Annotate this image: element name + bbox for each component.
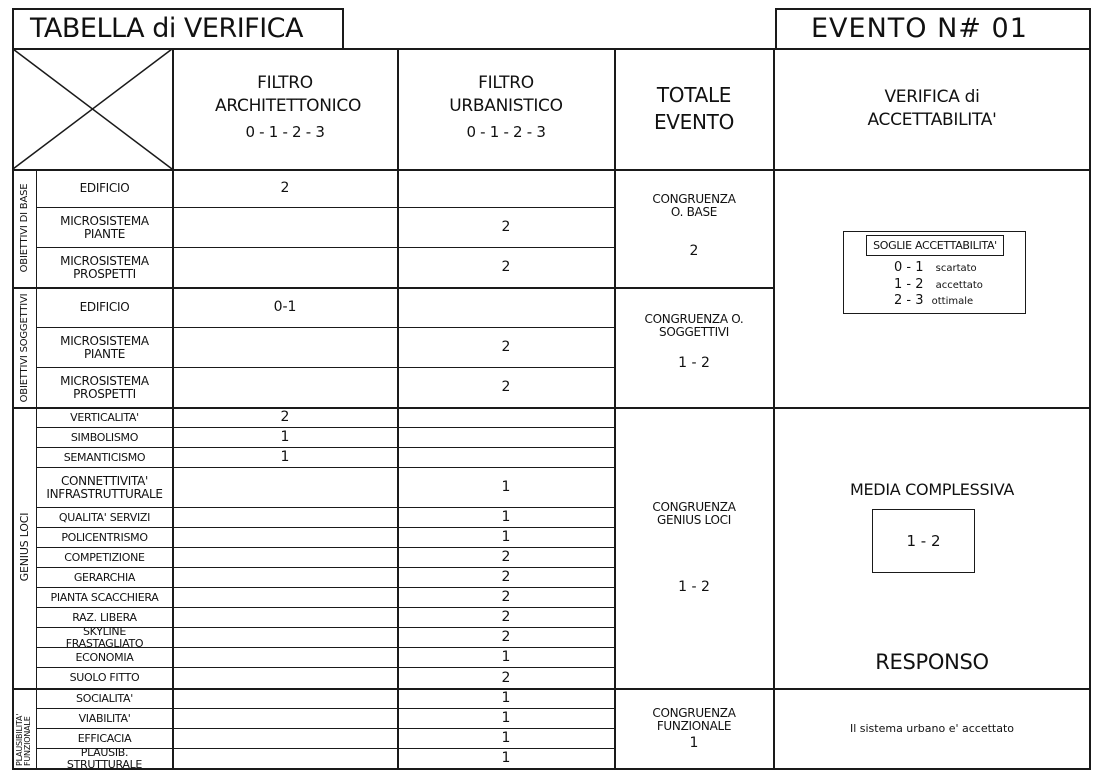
row-urb-value: 1 <box>501 649 511 666</box>
media-complessiva-value: 1 - 2 <box>906 532 941 550</box>
total-funzionale <box>616 690 772 768</box>
header-totale-title: TOTALE EVENTO <box>653 83 735 134</box>
title-box <box>12 8 344 48</box>
media-complessiva-label: MEDIA COMPLESSIVA <box>849 479 1015 499</box>
row-arch-value <box>174 689 396 708</box>
group-divider-2 <box>12 407 1091 409</box>
row-arch-value <box>174 248 396 287</box>
row-urb-value: 2 <box>501 219 511 236</box>
row-label: VIABILITA' <box>78 711 131 725</box>
row-label: EDIFICIO <box>79 181 130 196</box>
row-label: SEMANTICISMO <box>63 450 146 464</box>
soglie-line-2 <box>894 277 1024 293</box>
row-label: QUALITA' SERVIZI <box>58 510 151 524</box>
header-filtro-arch-title: FILTRO ARCHITETTONICO <box>215 73 362 116</box>
table-title: TABELLA di VERIFICA <box>30 12 303 44</box>
row-urb-value: 2 <box>501 569 511 586</box>
row-arch-value <box>174 588 396 607</box>
group-label-genius-loci: GENIUS LOCI <box>17 512 31 582</box>
soglie-title-box <box>866 235 1004 256</box>
total-funzionale-value: 1 <box>689 735 699 752</box>
total-funzionale-label: CONGRUENZA FUNZIONALE <box>652 706 736 733</box>
total-genius-loci <box>616 409 772 687</box>
soglie-range-1: 0 - 1 <box>894 260 924 275</box>
row-label: MICROSISTEMA PROSPETTI <box>60 253 149 281</box>
row-label: ECONOMIA <box>75 650 134 664</box>
row-urb-value: 2 <box>501 339 511 356</box>
row-arch-value: 0-1 <box>273 299 297 316</box>
row-label: RAZ. LIBERA <box>72 610 137 624</box>
row-arch-value <box>174 668 396 688</box>
row-urb-value: 1 <box>501 730 511 747</box>
row-arch-value <box>174 368 396 407</box>
header-filtro-urb-scale: 0 - 1 - 2 - 3 <box>466 122 546 141</box>
soglie-box <box>843 231 1026 314</box>
row-label: EFFICACIA <box>77 731 132 745</box>
row-arch-value <box>174 508 396 527</box>
total-soggettivi-label: CONGRUENZA O. SOGGETTIVI <box>644 312 744 339</box>
row-urb-value: 2 <box>501 669 511 686</box>
responso-text: Il sistema urbano e' accettato <box>849 722 1015 736</box>
row-label: PLAUSIB. STRUTTURALE <box>66 745 143 771</box>
soglie-desc-3: ottimale <box>931 296 974 307</box>
event-box <box>775 8 1091 48</box>
media-complessiva-box <box>872 509 975 573</box>
row-arch-value: 2 <box>280 409 290 426</box>
row-label: MICROSISTEMA PIANTE <box>60 213 149 241</box>
total-genius-label: CONGRUENZA GENIUS LOCI <box>652 500 736 527</box>
row-urb-value <box>399 448 613 467</box>
header-verifica <box>775 50 1089 168</box>
row-label: VERTICALITA' <box>70 410 139 424</box>
total-soggettivi-value: 1 - 2 <box>678 355 710 372</box>
row-urb-value: 2 <box>501 549 511 566</box>
row-label: POLICENTRISMO <box>61 530 148 544</box>
row-label: EDIFICIO <box>79 300 130 315</box>
row-label: MICROSISTEMA PROSPETTI <box>60 373 149 401</box>
group-label-obiettivi-soggettivi: OBIETTIVI SOGGETTIVI <box>18 293 30 403</box>
soglie-title: SOGLIE ACCETTABILITA' <box>873 239 997 252</box>
header-filtro-arch-scale: 0 - 1 - 2 - 3 <box>245 122 325 141</box>
row-urb-value: 2 <box>501 379 511 396</box>
soglie-range-2: 1 - 2 <box>894 277 924 292</box>
row-urb-value: 2 <box>501 589 511 606</box>
soglie-line-3 <box>894 293 1024 309</box>
row-urb-value: 1 <box>501 750 511 767</box>
row-arch-value: 2 <box>280 180 290 197</box>
row-arch-value <box>174 208 396 247</box>
total-genius-value: 1 - 2 <box>678 579 710 596</box>
row-urb-value: 1 <box>501 690 511 707</box>
row-label: GERARCHIA <box>73 570 136 584</box>
row-label: CONNETTIVITA' INFRASTRUTTURALE <box>46 473 163 501</box>
header-verifica-title: VERIFICA di ACCETTABILITA' <box>867 87 997 130</box>
row-arch-value <box>174 729 396 748</box>
header-filtro-urb-title: FILTRO URBANISTICO <box>449 73 563 116</box>
row-urb-value: 1 <box>501 509 511 526</box>
row-urb-value <box>399 170 613 207</box>
col-divider-group <box>36 169 37 768</box>
row-urb-value <box>399 288 613 327</box>
row-arch-value: 1 <box>280 449 290 466</box>
row-arch-value: 1 <box>280 429 290 446</box>
row-label: SUOLO FITTO <box>69 671 140 685</box>
row-label: COMPETIZIONE <box>64 550 145 564</box>
row-urb-value: 2 <box>501 259 511 276</box>
soglie-range-3: 2 - 3 <box>894 293 924 308</box>
row-urb-value <box>399 428 613 447</box>
row-urb-value: 1 <box>501 479 511 496</box>
row-label: MICROSISTEMA PIANTE <box>60 333 149 361</box>
row-arch-value <box>174 568 396 587</box>
total-base <box>616 171 772 286</box>
row-label: SOCIALITA' <box>76 691 133 705</box>
row-urb-value: 1 <box>501 529 511 546</box>
row-arch-value <box>174 608 396 627</box>
row-urb-value: 2 <box>501 629 511 646</box>
row-urb-value <box>399 408 613 427</box>
row-arch-value <box>174 709 396 728</box>
event-number: EVENTO N# 01 <box>811 12 1028 44</box>
header-totale-evento <box>616 50 772 168</box>
soglie-line-1 <box>894 260 1024 276</box>
row-label: PIANTA SCACCHIERA <box>50 590 159 604</box>
soglie-desc-2: accettato <box>935 280 983 291</box>
soglie-desc-1: scartato <box>935 263 977 274</box>
row-arch-value <box>174 528 396 547</box>
row-urb-value: 1 <box>501 710 511 727</box>
responso-label: RESPONSO <box>875 649 989 674</box>
row-label: SKYLINE FRASTAGLIATO <box>65 624 144 650</box>
row-urb-value: 2 <box>501 609 511 626</box>
corner-cross-icon <box>13 49 172 169</box>
group-label-plausibilita: PLAUSIBILITA' FUNZIONALE <box>15 713 32 766</box>
total-base-label: CONGRUENZA O. BASE <box>652 192 736 219</box>
row-arch-value <box>174 628 396 647</box>
row-arch-value <box>174 749 396 768</box>
row-arch-value <box>174 648 396 667</box>
group-divider-3 <box>12 688 1091 690</box>
group-label-obiettivi-base: OBIETTIVI DI BASE <box>18 183 30 273</box>
row-arch-value <box>174 328 396 367</box>
row-arch-value <box>174 468 396 507</box>
row-arch-value <box>174 548 396 567</box>
total-soggettivi <box>616 289 772 406</box>
total-base-value: 2 <box>689 243 699 260</box>
row-label: SIMBOLISMO <box>70 430 139 444</box>
